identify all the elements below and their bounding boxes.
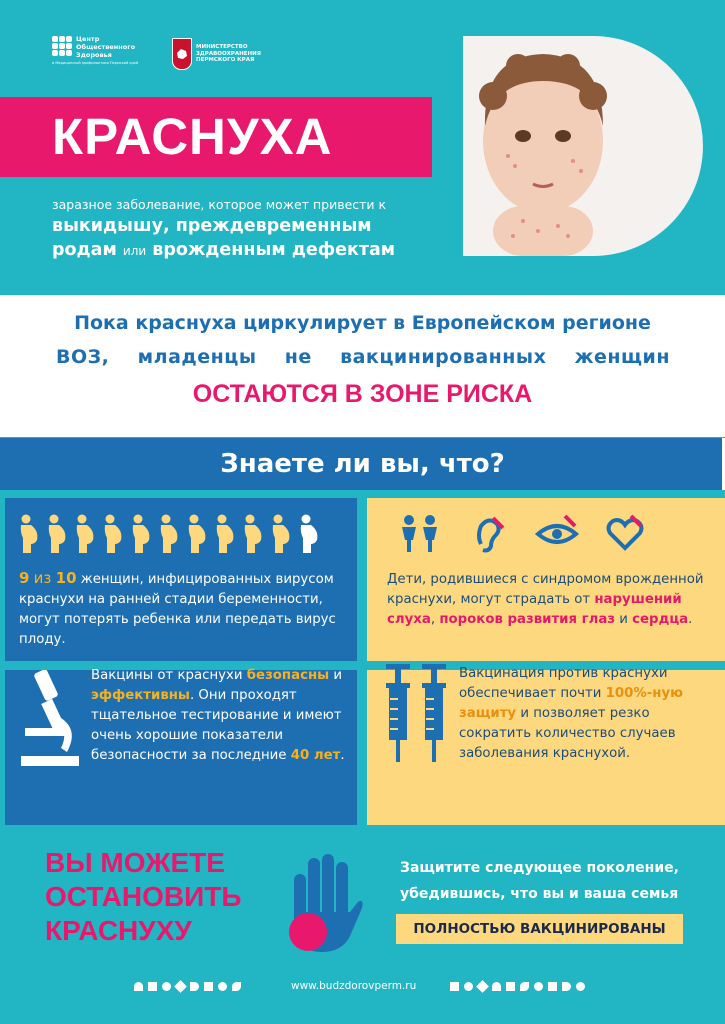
ear-crossed-icon xyxy=(469,514,509,554)
heart-crossed-icon xyxy=(605,514,645,554)
subtitle-part2: родам xyxy=(52,240,117,260)
protect-line-2: убедившись, что вы и ваша семья xyxy=(400,886,679,902)
risk-line-1: Пока краснуха циркулирует в Европейском регионе xyxy=(74,312,651,334)
pregnant-woman-icon xyxy=(213,514,237,558)
subtitle-intro: заразное заболевание, которое может привести к xyxy=(52,197,387,212)
page-title: КРАСНУХА xyxy=(52,108,333,165)
pregnant-women-icons xyxy=(17,514,321,558)
pregnant-woman-icon xyxy=(269,514,293,558)
risk-headline: ОСТАЮТСЯ В ЗОНЕ РИСКА xyxy=(192,380,533,408)
pregnant-woman-icon xyxy=(157,514,181,558)
pregnancy-fact-text xyxy=(19,568,349,650)
pregnant-woman-icon xyxy=(241,514,265,558)
risk-line-2: ВОЗ, младенцы не вакцинированных женщин xyxy=(56,346,670,368)
slogan-line-2: ОСТАНОВИТЬ xyxy=(45,881,242,912)
fact-card-safety xyxy=(5,670,357,825)
pregnant-woman-icon xyxy=(73,514,97,558)
hundred-percent: 100%-ную защиту xyxy=(459,686,684,721)
subtitle-part1: выкидышу, преждевременным xyxy=(52,216,372,236)
protection-body: и позволяет резко сократить количество случаев заболевания краснухой. xyxy=(459,706,676,761)
safety-body: . Они проходят тщательное тестирование и имеют очень хорошие показатели безопасности за последние xyxy=(91,688,342,763)
protection-intro: Вакцинация против краснухи обеспечивает почти xyxy=(459,666,668,701)
safety-intro: Вакцины от краснухи xyxy=(91,668,243,683)
eye-defects: пороков развития глаз xyxy=(439,612,616,627)
protect-text xyxy=(400,855,700,907)
fact-card-protection xyxy=(367,666,725,825)
center-logo-name: Центр Общественного Здоровья xyxy=(76,35,136,59)
period: . xyxy=(688,612,693,627)
stat-9: 9 xyxy=(19,569,30,587)
fact-card-congenital xyxy=(367,498,725,661)
syringes-icon xyxy=(383,664,449,764)
children-icon xyxy=(397,514,443,554)
pregnant-woman-icon xyxy=(101,514,125,558)
protection-fact-text xyxy=(459,664,699,764)
know-heading: Знаете ли вы, что? xyxy=(220,449,505,479)
safe-word: безопасны xyxy=(246,668,330,683)
congenital-fact-text xyxy=(387,570,717,630)
congenital-intro: Дети, родившиеся с синдромом врожденной краснухи, могут страдать от xyxy=(387,572,704,607)
fully-vaccinated-banner: ПОЛНОСТЬЮ ВАКЦИНИРОВАНЫ xyxy=(396,914,683,944)
decorative-dots-left xyxy=(134,982,241,994)
and-word: и xyxy=(333,668,343,683)
eye-crossed-icon xyxy=(535,514,579,554)
congenital-icons xyxy=(397,514,645,554)
perm-coat-of-arms-icon xyxy=(172,38,192,70)
hearing-defects: нарушений слуха xyxy=(387,592,682,627)
ministry-logo-text: МИНИСТЕРСТВО ЗДРАВООХРАНЕНИЯ ПЕРМСКОГО КРАЯ xyxy=(196,44,261,63)
stop-hand-icon xyxy=(286,852,366,966)
pregnancy-text-rest: вирусом краснухи на ранней стадии беременности, могут потерять ребенка или передать вирус плоду. xyxy=(19,572,336,647)
microscope-icon xyxy=(17,670,87,784)
center-logo-subtitle: и Медицинской профилактики Пермский край xyxy=(52,61,139,65)
fact-card-pregnancy xyxy=(5,498,357,661)
stat-from: из xyxy=(33,569,52,587)
slogan-line-3: КРАСНУХУ xyxy=(45,915,192,946)
stat-10: 10 xyxy=(55,569,77,587)
protect-line-1: Защитите следующее поколение, xyxy=(400,860,679,876)
and-word: и xyxy=(619,612,628,627)
pregnant-woman-icon xyxy=(17,514,41,558)
child-photo xyxy=(463,36,703,256)
decorative-dots-right xyxy=(450,982,585,994)
pregnant-woman-icon xyxy=(185,514,209,558)
website-url: www.budzdorovperm.ru xyxy=(291,980,417,992)
stop-rubella-slogan xyxy=(45,846,285,948)
pregnancy-text-first: женщин, инфицированных xyxy=(80,572,272,587)
comma: , xyxy=(430,612,436,627)
subtitle-part3: врожденным дефектам xyxy=(152,240,396,260)
subtitle-consequences xyxy=(52,214,432,263)
safety-fact-text xyxy=(91,666,353,766)
period: . xyxy=(340,748,345,763)
effective-word: эффективны xyxy=(91,688,190,703)
pregnant-woman-icon xyxy=(45,514,69,558)
forty-years: 40 лет xyxy=(290,748,341,763)
pregnant-woman-icon xyxy=(297,514,321,558)
pregnant-woman-icon xyxy=(129,514,153,558)
subtitle-or: или xyxy=(122,244,147,258)
slogan-line-1: ВЫ МОЖЕТЕ xyxy=(45,847,225,878)
heart-defects: сердца xyxy=(632,612,689,627)
